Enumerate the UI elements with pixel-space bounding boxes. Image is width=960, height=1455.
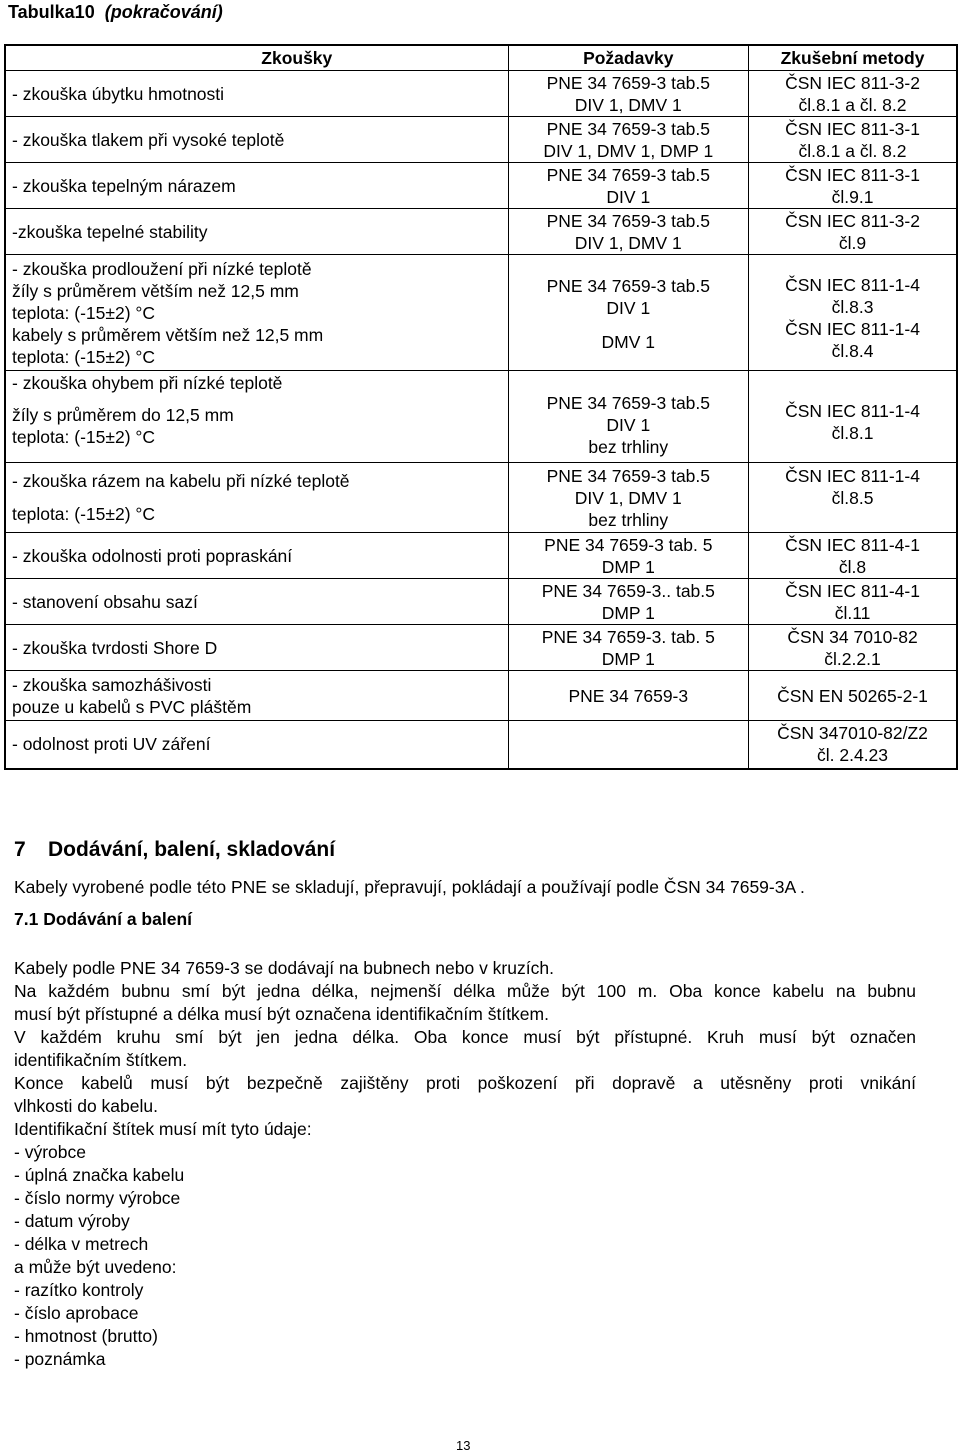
section-7-1-body — [14, 957, 916, 1371]
method-cell: ČSN IEC 811-3-2 čl.9 — [749, 209, 957, 255]
table-row — [5, 71, 957, 117]
method-cell: ČSN IEC 811-3-1 čl.9.1 — [749, 163, 957, 209]
test-table — [4, 44, 958, 770]
table-row — [5, 371, 957, 463]
list-item: - číslo normy výrobce — [14, 1188, 181, 1208]
requirement-cell: PNE 34 7659-3 tab.5 DIV 1, DMV 1 — [508, 71, 749, 117]
table-row — [5, 163, 957, 209]
method-cell: ČSN IEC 811-1-4 čl.8.1 — [749, 371, 957, 463]
test-cell: - stanovení obsahu sazí — [5, 579, 508, 625]
requirement-cell — [508, 721, 749, 769]
table-header-row — [5, 45, 957, 71]
body-line: a může být uvedeno: — [14, 1257, 177, 1277]
test-cell: - zkouška tvrdosti Shore D — [5, 625, 508, 671]
requirement-cell: PNE 34 7659-3 tab.5 DIV 1, DMV 1, DMP 1 — [508, 117, 749, 163]
body-line: vlhkosti do kabelu. — [14, 1096, 158, 1116]
section-7-title: Dodávání, balení, skladování — [48, 838, 336, 861]
test-cell: - zkouška prodloužení při nízké teplotě žíly s průměrem větším než 12,5 mm teplota: (-15±2) °C kabely s průměrem větším než 12,5 mm teplota: (-15±2) °C — [5, 255, 508, 371]
requirement-cell: PNE 34 7659-3 tab. 5 DMP 1 — [508, 533, 749, 579]
requirement-cell: PNE 34 7659-3.. tab.5 DMP 1 — [508, 579, 749, 625]
section-7-number: 7 — [14, 838, 26, 861]
table-row — [5, 625, 957, 671]
list-item: - délka v metrech — [14, 1234, 149, 1254]
table-row — [5, 671, 957, 721]
method-cell: ČSN IEC 811-1-4 čl.8.3 ČSN IEC 811-1-4 čl.8.4 — [749, 255, 957, 371]
list-item: - datum výroby — [14, 1211, 130, 1231]
method-cell: ČSN IEC 811-4-1 čl.11 — [749, 579, 957, 625]
table-row — [5, 463, 957, 533]
list-item: - razítko kontroly — [14, 1280, 144, 1300]
header-tests: Zkoušky — [5, 45, 508, 71]
method-cell: ČSN IEC 811-4-1 čl.8 — [749, 533, 957, 579]
section-7-intro: Kabely vyrobené podle této PNE se skladují, přepravují, pokládají a používají podle ČSN 34 7659-3A . — [14, 877, 805, 897]
requirement-cell: PNE 34 7659-3 tab.5 DIV 1, DMV 1 — [508, 209, 749, 255]
requirement-cell: PNE 34 7659-3. tab. 5 DMP 1 — [508, 625, 749, 671]
list-item: - číslo aprobace — [14, 1303, 139, 1323]
test-cell: -zkouška tepelné stability — [5, 209, 508, 255]
requirement-cell: PNE 34 7659-3 — [508, 671, 749, 721]
test-cell: - zkouška tlakem při vysoké teplotě — [5, 117, 508, 163]
table-row — [5, 117, 957, 163]
body-line: Konce kabelů musí být bezpečně zajištěny proti poškození při dopravě a utěsněny proti vnikání — [14, 1073, 916, 1093]
test-cell: - zkouška ohybem při nízké teplotě žíly s průměrem do 12,5 mm teplota: (-15±2) °C — [5, 371, 508, 463]
requirement-cell: PNE 34 7659-3 tab.5 DIV 1, DMV 1 bez trhliny — [508, 463, 749, 533]
test-cell: - odolnost proti UV záření — [5, 721, 508, 769]
table-row — [5, 579, 957, 625]
method-cell: ČSN IEC 811-3-2 čl.8.1 a čl. 8.2 — [749, 71, 957, 117]
table-row — [5, 533, 957, 579]
section-7-1-title: Dodávání a balení — [43, 909, 192, 929]
list-item: - výrobce — [14, 1142, 86, 1162]
test-cell: - zkouška samozhášivosti pouze u kabelů s PVC pláštěm — [5, 671, 508, 721]
list-item: - úplná značka kabelu — [14, 1165, 185, 1185]
table-caption — [8, 2, 223, 23]
body-line: V každém kruhu smí být jen jedna délka. Oba konce musí být přístupné. Kruh musí být označen — [14, 1027, 916, 1047]
body-line: Na každém bubnu smí být jedna délka, nejmenší délka může být 100 m. Oba konce kabelu na bubnu — [14, 981, 916, 1001]
page-number: 13 — [456, 1438, 471, 1453]
caption-prefix: Tabulka10 — [8, 2, 95, 22]
caption-suffix: (pokračování) — [104, 2, 223, 22]
method-cell: ČSN 347010-82/Z2 čl. 2.4.23 — [749, 721, 957, 769]
test-cell: - zkouška odolnosti proti popraskání — [5, 533, 508, 579]
table-row — [5, 209, 957, 255]
method-cell: ČSN EN 50265-2-1 — [749, 671, 957, 721]
header-methods: Zkušební metody — [749, 45, 957, 71]
table-row — [5, 255, 957, 371]
method-cell: ČSN IEC 811-3-1 čl.8.1 a čl. 8.2 — [749, 117, 957, 163]
section-7-1-number: 7.1 — [14, 909, 39, 929]
test-cell: - zkouška tepelným nárazem — [5, 163, 508, 209]
test-cell: - zkouška rázem na kabelu při nízké teplotě teplota: (-15±2) °C — [5, 463, 508, 533]
method-cell: ČSN 34 7010-82 čl.2.2.1 — [749, 625, 957, 671]
list-item: - hmotnost (brutto) — [14, 1326, 158, 1346]
body-line: Identifikační štítek musí mít tyto údaje: — [14, 1119, 312, 1139]
list-item: - poznámka — [14, 1349, 106, 1369]
body-line: identifikačním štítkem. — [14, 1050, 188, 1070]
body-line: Kabely podle PNE 34 7659-3 se dodávají na bubnech nebo v kruzích. — [14, 958, 554, 978]
body-line: musí být přístupné a délka musí být označena identifikačním štítkem. — [14, 1004, 549, 1024]
section-7-1-heading — [14, 909, 192, 930]
test-cell: - zkouška úbytku hmotnosti — [5, 71, 508, 117]
requirement-cell: PNE 34 7659-3 tab.5 DIV 1 bez trhliny — [508, 371, 749, 463]
header-requirements: Požadavky — [508, 45, 749, 71]
section-7-heading — [14, 838, 335, 862]
table-row — [5, 721, 957, 769]
requirement-cell: PNE 34 7659-3 tab.5 DIV 1 DMV 1 — [508, 255, 749, 371]
method-cell: ČSN IEC 811-1-4 čl.8.5 — [749, 463, 957, 533]
requirement-cell: PNE 34 7659-3 tab.5 DIV 1 — [508, 163, 749, 209]
